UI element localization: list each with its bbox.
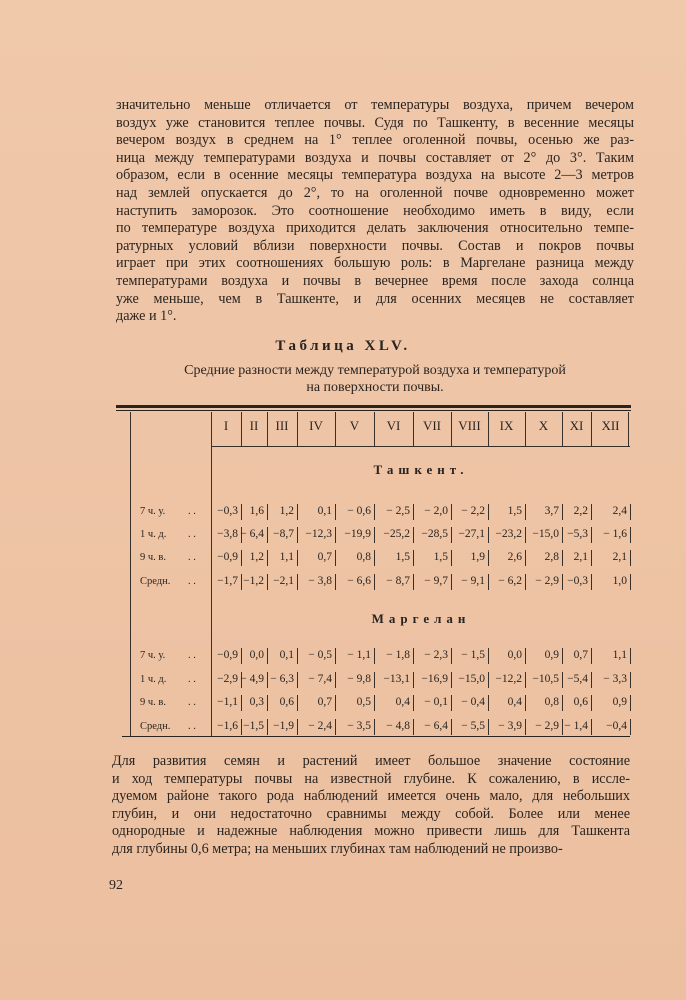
month-header: V (349, 418, 360, 433)
month-header: I (223, 418, 229, 433)
table-cell: − 1,8 (386, 649, 410, 661)
month-header: IV (309, 418, 323, 433)
table-cell: −1,6 (217, 720, 238, 732)
paragraph-top-line: ратурных условий вблизи поверхности почвы. Состав и покров почвы (116, 237, 634, 254)
row-label: 9 ч. в. (140, 697, 166, 708)
row-label-dots: . . (188, 552, 196, 563)
column-divider (211, 412, 212, 736)
table-cell: − 0,6 (347, 505, 371, 517)
cell-divider (630, 719, 631, 735)
cell-divider (630, 504, 631, 520)
table-cell: −0,9 (217, 649, 238, 661)
paragraph-top-line: значительно меньше отличается от температуры воздуха, причем вечером (116, 97, 634, 113)
table-cell: − 2,2 (461, 505, 485, 517)
month-header: X (538, 418, 549, 433)
table-cell: 2,1 (612, 551, 627, 563)
row-label: Средн. (140, 576, 171, 587)
table-top-rule-thin (116, 410, 631, 411)
table-cell: −12,2 (495, 673, 522, 685)
table-cell: 1,2 (249, 551, 264, 563)
paragraph-bottom-line: и ход температуры почвы на известной глубине. К сожалению, в иссле- (112, 770, 630, 787)
row-label: 1 ч. д. (140, 674, 167, 685)
cell-divider (630, 527, 631, 543)
table-cell: 3,7 (544, 505, 559, 517)
header-divider (211, 446, 630, 447)
paragraph-top-line: наступить заморозок. Это соотношение необходимо иметь в виду, если (116, 202, 634, 219)
table-cell: 0,5 (356, 696, 371, 708)
table-cell: −2,1 (273, 575, 294, 587)
table-cell: 0,6 (573, 696, 588, 708)
paragraph-bottom-line: глубин, и они недостаточно сравнимы между собой. Более или менее (112, 805, 630, 822)
row-label: 9 ч. в. (140, 552, 166, 563)
table-cell: − 6,3 (270, 673, 294, 685)
table-cell: 0,0 (507, 649, 522, 661)
table-cell: − 3,8 (308, 575, 332, 587)
cell-divider (630, 672, 631, 688)
paragraph-bottom-line: для глубины 0,6 метра; на меньших глубинах там наблюдений не произво- (112, 840, 563, 857)
table-cell: − 0,5 (308, 649, 332, 661)
cell-divider (630, 550, 631, 566)
month-header: VIII (458, 418, 481, 433)
table-cell: −19,9 (344, 528, 371, 540)
cell-divider (630, 695, 631, 711)
table-cell: 0,8 (544, 696, 559, 708)
paragraph-top-line: ница между температурами воздуха и почвы составляет от 2° до 3°. Таким (116, 149, 634, 166)
paragraph-top-line: над землей опускается до 2°, то на оголенной почве одновременно может (116, 184, 634, 201)
table-cell: − 0,1 (424, 696, 448, 708)
table-cell: 0,6 (279, 696, 294, 708)
table-bottom-rule (122, 736, 630, 737)
table-cell: −13,1 (383, 673, 410, 685)
section-title: Маргелан (371, 611, 471, 626)
table-cell: −0,3 (217, 505, 238, 517)
table-cell: − 3,9 (498, 720, 522, 732)
table-cell: − 6,2 (498, 575, 522, 587)
row-label-dots: . . (188, 576, 196, 587)
table-cell: −10,5 (532, 673, 559, 685)
table-cell: 1,5 (395, 551, 410, 563)
paragraph-top-line: образом, если в осенние месяцы температура воздуха на высоте 2—3 метров (116, 167, 634, 184)
table-cell: 1,1 (612, 649, 627, 661)
table-cell: −28,5 (421, 528, 448, 540)
table-cell: −5,4 (567, 673, 588, 685)
row-label-dots: . . (188, 721, 196, 732)
table-cell: −16,9 (421, 673, 448, 685)
table-left-border (130, 412, 131, 736)
table-cell: −1,1 (217, 696, 238, 708)
table-cell: 2,8 (544, 551, 559, 563)
paragraph-bottom (112, 753, 630, 859)
table-cell: − 3,5 (347, 720, 371, 732)
table-cell: 0,4 (395, 696, 410, 708)
table-cell: 0,7 (317, 696, 332, 708)
row-label-dots: . . (188, 674, 196, 685)
month-header: IX (499, 418, 514, 433)
table-cell: 0,3 (249, 696, 264, 708)
paragraph-top-line: играет при этих соотношениях большую роль: в Маргелане разница между (116, 255, 634, 272)
month-header: III (275, 418, 289, 433)
row-label-dots: . . (188, 506, 196, 517)
table-cell: −23,2 (495, 528, 522, 540)
table-cell: −25,2 (383, 528, 410, 540)
table-cell: −27,1 (458, 528, 485, 540)
month-header: XI (569, 418, 584, 433)
table-cell: 0,7 (317, 551, 332, 563)
table-cell: −1,7 (217, 575, 238, 587)
table-cell: −3,8 (217, 528, 238, 540)
table-cell: 1,5 (433, 551, 448, 563)
table-cell: 0,1 (317, 505, 332, 517)
table-cell: − 1,1 (347, 649, 371, 661)
month-header: VII (422, 418, 442, 433)
table-cell: 0,4 (507, 696, 522, 708)
section-title: Ташкент. (373, 462, 469, 477)
table-cell: − 2,9 (535, 575, 559, 587)
table-cell: − 7,4 (308, 673, 332, 685)
table-cell: −15,0 (458, 673, 485, 685)
table-cell: − 9,8 (347, 673, 371, 685)
table-cell: − 3,3 (603, 673, 627, 685)
table-cell: −1,9 (273, 720, 294, 732)
month-header: VI (386, 418, 401, 433)
table-cell: 1,0 (612, 575, 627, 587)
table-cell: −0,3 (567, 575, 588, 587)
page-number: 92 (109, 878, 123, 893)
table-cell: − 0,4 (461, 696, 485, 708)
paragraph-top-line: воздух уже становится теплее почвы. Судя по Ташкенту, в весенние месяцы (116, 114, 634, 131)
table-cell: − 1,6 (603, 528, 627, 540)
row-label: 7 ч. у. (140, 650, 166, 661)
table-cell: 0,0 (249, 649, 264, 661)
table-cell: 2,4 (612, 505, 627, 517)
table-cell: −8,7 (273, 528, 294, 540)
table-caption (140, 362, 610, 396)
table-cell: 2,1 (573, 551, 588, 563)
table-title: Таблица XLV. (275, 338, 411, 354)
table-cell: − 6,4 (424, 720, 448, 732)
month-header: XII (601, 418, 620, 433)
table-cell: 0,9 (544, 649, 559, 661)
table-cell: − 2,5 (386, 505, 410, 517)
paragraph-bottom-line: дуемом районе такого рода наблюдений имеется очень мало, для небольших (112, 788, 630, 805)
row-label-dots: . . (188, 650, 196, 661)
table-cell: 1,1 (279, 551, 294, 563)
table-cell: −0,4 (606, 720, 627, 732)
table-cell: 1,6 (249, 505, 264, 517)
paragraph-top-line: вечером воздух в среднем на 1° теплее оголенной почвы, осенью же раз- (116, 132, 634, 149)
table-cell: − 6,4 (240, 528, 264, 540)
table-cell: −2,9 (217, 673, 238, 685)
table-cell: −12,3 (305, 528, 332, 540)
caption-line-2: на поверхности почвы. (306, 380, 444, 395)
table-cell: −1,2 (243, 575, 264, 587)
row-label: 7 ч. у. (140, 506, 166, 517)
caption-line-1: Средние разности между температурой воздуха и температурой (184, 363, 566, 378)
paragraph-top (116, 97, 634, 326)
paragraph-top-line: даже и 1°. (116, 308, 177, 325)
table-cell: 2,6 (507, 551, 522, 563)
table-cell: − 4,8 (386, 720, 410, 732)
table-cell: −1,5 (243, 720, 264, 732)
row-label: 1 ч. д. (140, 529, 167, 540)
cell-divider (630, 574, 631, 590)
month-header: II (249, 418, 259, 433)
paragraph-top-line: температурами воздуха и почвы в вечернее время после захода солнца (116, 272, 634, 289)
table-cell: 0,1 (279, 649, 294, 661)
row-label-dots: . . (188, 529, 196, 540)
table-top-rule (116, 405, 631, 408)
table-cell: 1,2 (279, 505, 294, 517)
table-cell: − 2,3 (424, 649, 448, 661)
table-cell: − 1,5 (461, 649, 485, 661)
table-cell: − 5,5 (461, 720, 485, 732)
table-cell: − 2,0 (424, 505, 448, 517)
table-cell: 1,5 (507, 505, 522, 517)
cell-divider (630, 648, 631, 664)
paragraph-bottom-line: однородные и надежные наблюдения можно привести лишь для Ташкента (112, 823, 630, 840)
paragraph-top-line: уже меньше, чем в Ташкенте, и для осенних месяцев не составляет (116, 290, 634, 307)
table-cell: − 2,4 (308, 720, 332, 732)
table-cell: 1,9 (470, 551, 485, 563)
table-cell: − 4,9 (240, 673, 264, 685)
table-cell: − 8,7 (386, 575, 410, 587)
table-cell: − 9,1 (461, 575, 485, 587)
table-cell: 0,8 (356, 551, 371, 563)
table-cell: − 6,6 (347, 575, 371, 587)
paragraph-top-line: по температуре воздуха приходится делать заключения относительно темпе- (116, 220, 634, 237)
row-label-dots: . . (188, 697, 196, 708)
table-cell: −15,0 (532, 528, 559, 540)
row-label: Средн. (140, 721, 171, 732)
table-cell: 0,9 (612, 696, 627, 708)
table-cell: − 1,4 (564, 720, 588, 732)
paragraph-bottom-line: Для развития семян и растений имеет большое значение состояние (112, 753, 630, 769)
table-cell: −0,9 (217, 551, 238, 563)
table-cell: − 2,9 (535, 720, 559, 732)
table-cell: −5,3 (567, 528, 588, 540)
table-cell: 0,7 (573, 649, 588, 661)
table-cell: − 9,7 (424, 575, 448, 587)
table-cell: 2,2 (573, 505, 588, 517)
